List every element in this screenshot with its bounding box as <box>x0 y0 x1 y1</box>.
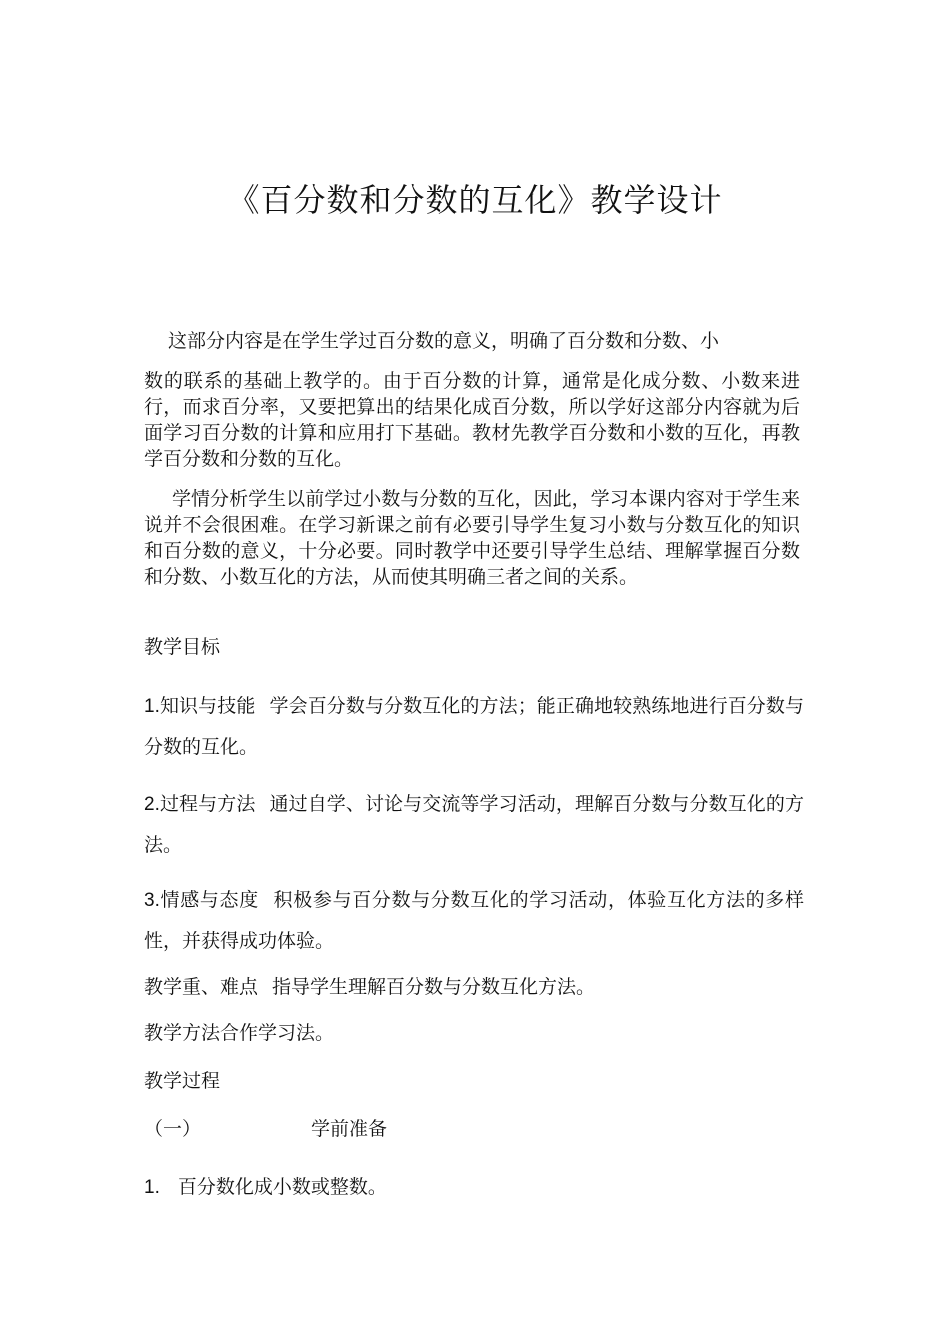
key-points-label: 教学重、难点 <box>144 976 259 998</box>
document-title: 《百分数和分数的互化》教学设计 <box>227 181 723 219</box>
intro-rest: 数的联系的基础上教学的。由于百分数的计算，通常是化成分数、小数来进行，而求百分率，又要把算出的结果化成百分数，所以学好这部分内容就为后面学习百分数的计算和应用打下基础。教材先教学百分数和小数的互化，再教学百分数和分数的互化。 <box>144 370 800 470</box>
objective-label: 过程与方法 <box>159 793 256 815</box>
objective-label: 情感与态度 <box>159 889 259 911</box>
objective-item-3 <box>144 880 804 961</box>
objective-number: 2. <box>144 794 160 815</box>
objective-text: 通过自学、讨论与交流等学习活动，理解百分数与分数互化的方法。 <box>144 793 804 856</box>
objective-label: 知识与技能 <box>159 695 256 717</box>
objective-item-1 <box>144 686 804 767</box>
step-heading <box>144 1116 804 1142</box>
analysis-paragraph: 学情分析学生以前学过小数与分数的互化，因此，学习本课内容对于学生来说并不会很困难。在学习新课之前有必要引导学生复习小数与分数互化的知识和百分数的意义，十分必要。同时教学中还要引导学生总结、理解掌握百分数和分数、小数互化的方法，从而使其明确三者之间的关系。 <box>144 488 800 588</box>
objective-item-2 <box>144 784 804 865</box>
step-marker: （一） <box>144 1118 202 1140</box>
process-heading: 教学过程 <box>144 1070 221 1092</box>
teaching-method: 教学方法合作学习法。 <box>144 1022 335 1044</box>
key-points <box>144 974 804 1000</box>
objectives-heading: 教学目标 <box>144 636 221 658</box>
list-item <box>144 1174 804 1201</box>
objective-text: 积极参与百分数与分数互化的学习活动，体验互化方法的多样性，并获得成功体验。 <box>144 889 804 952</box>
list-item-text: 百分数化成小数或整数。 <box>177 1176 387 1198</box>
intro-paragraph <box>144 328 800 472</box>
objective-number: 1. <box>144 696 160 717</box>
intro-first-line: 这部分内容是在学生学过百分数的意义，明确了百分数和分数、小 <box>168 330 720 352</box>
list-item-number: 1. <box>144 1177 160 1198</box>
objective-text: 学会百分数与分数互化的方法；能正确地较熟练地进行百分数与分数的互化。 <box>144 695 804 758</box>
key-points-text: 指导学生理解百分数与分数互化方法。 <box>272 976 596 998</box>
step-label: 学前准备 <box>311 1118 388 1140</box>
objective-number: 3. <box>144 890 160 911</box>
